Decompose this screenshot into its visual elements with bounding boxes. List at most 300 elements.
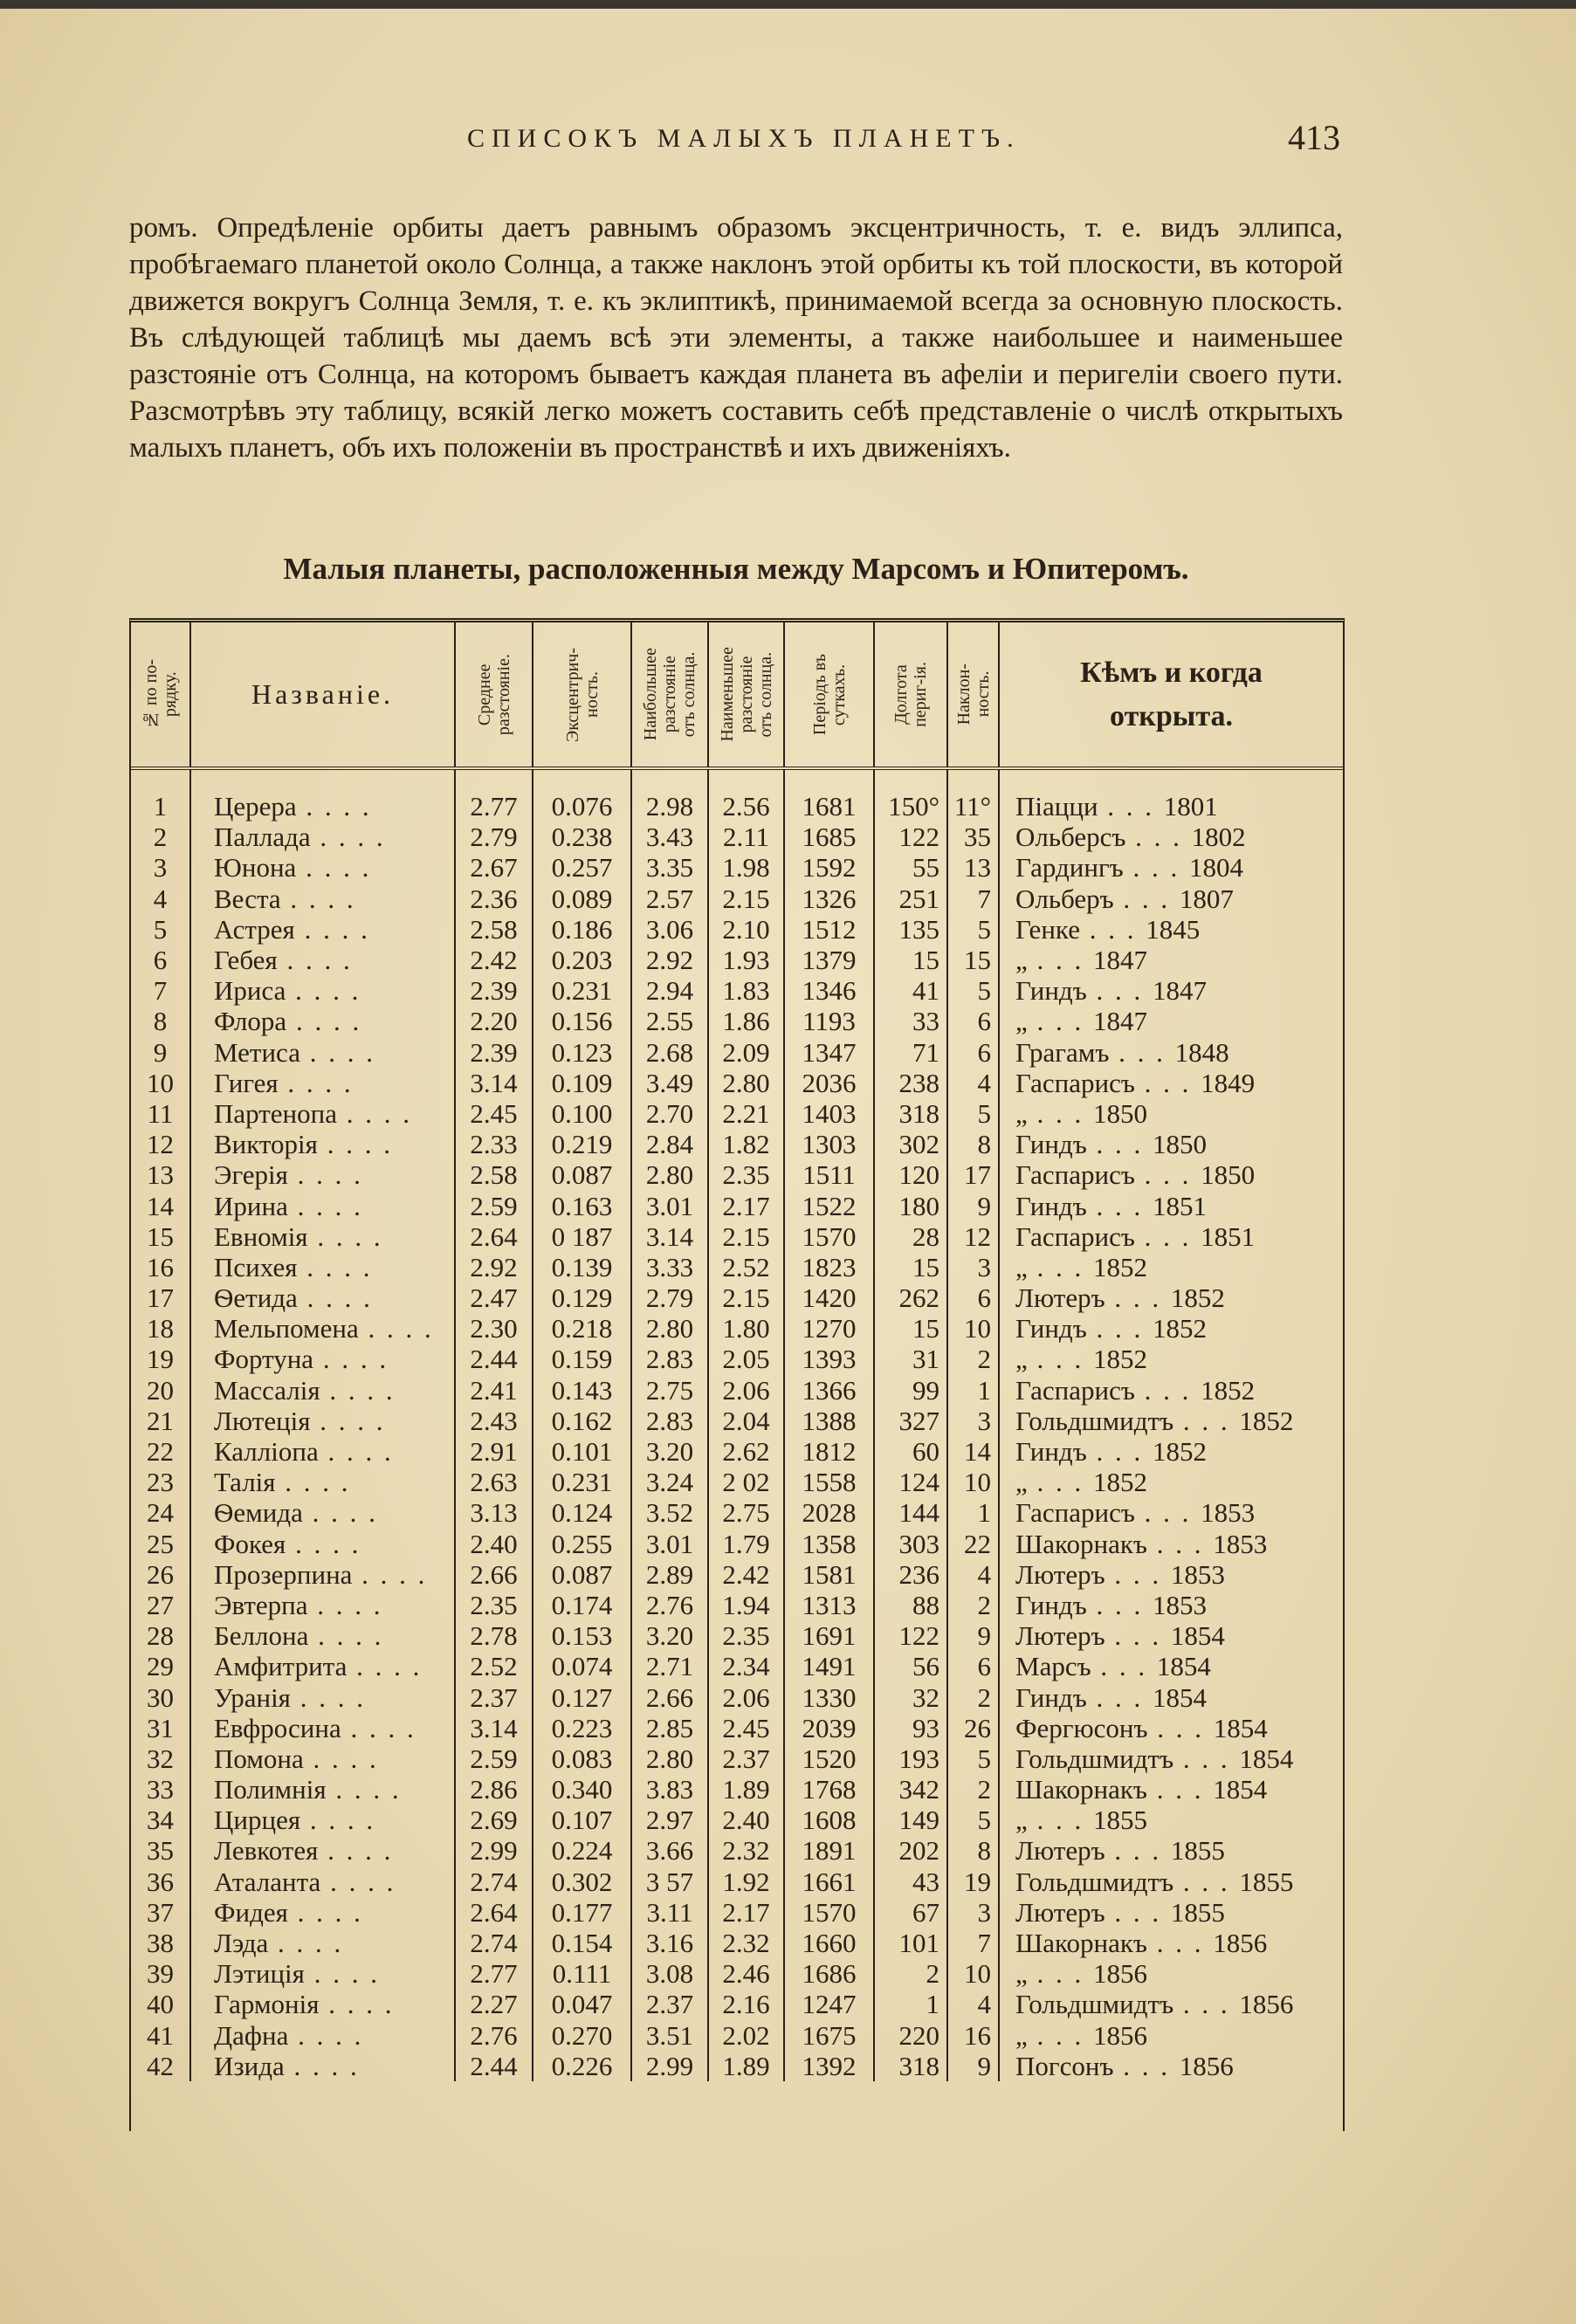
cell-who	[999, 768, 1343, 822]
cell-min: 2.32	[708, 1835, 784, 1866]
cell-max: 3.52	[631, 1497, 708, 1528]
who-head-line1: Кѣмъ и когда	[1080, 656, 1263, 689]
discoverer: Гольдшмидтъ	[1015, 1743, 1174, 1774]
cell-period: 1891	[784, 1835, 874, 1866]
cell-incl: 6	[947, 1006, 999, 1036]
cell-who	[999, 1867, 1343, 1897]
leader-dots: . . .	[1173, 1989, 1240, 2020]
planet-name: Талія	[214, 1467, 276, 1498]
leader-dots: . . . .	[313, 1344, 389, 1375]
cell-ecc: 0.089	[533, 884, 631, 914]
table-title: Малыя планеты, расположенныя между Марсомъ и Юпитеромъ.	[283, 552, 1189, 586]
leader-dots: . . .	[1027, 1006, 1094, 1037]
discoverer: Гиндъ	[1015, 1190, 1087, 1221]
cell-ecc: 0.231	[533, 975, 631, 1006]
cell-name	[190, 1497, 455, 1528]
discovery-year: 1847	[1093, 945, 1148, 976]
cell-n: 34	[131, 1805, 190, 1835]
cell-who	[999, 1252, 1343, 1282]
discovery-year: 1847	[1152, 975, 1207, 1007]
col-head-name: Названіе.	[190, 622, 455, 768]
leader-dots: . . . .	[278, 1067, 354, 1098]
cell-max: 2.80	[631, 1743, 708, 1774]
cell-ecc: 0.162	[533, 1406, 631, 1436]
discoverer: Гаспарисъ	[1015, 1220, 1135, 1252]
planet-name: Помона	[214, 1743, 304, 1774]
cell-ecc: 0.107	[533, 1805, 631, 1835]
leader-dots: . . . .	[286, 1528, 361, 1559]
leader-dots: . . . .	[299, 1036, 375, 1068]
cell-mean: 2.59	[455, 1190, 533, 1220]
cell-max: 2.70	[631, 1098, 708, 1129]
discovery-year: 1855	[1093, 1805, 1148, 1836]
cell-who	[999, 1681, 1343, 1712]
cell-max: 2.83	[631, 1344, 708, 1374]
discoverer: Лютеръ	[1015, 1896, 1105, 1928]
cell-name	[190, 1375, 455, 1406]
discoverer: Шакорнакъ	[1015, 1528, 1147, 1559]
cell-incl: 10	[947, 1467, 999, 1497]
cell-name	[190, 1805, 455, 1835]
cell-name	[190, 975, 455, 1006]
cell-n: 4	[131, 884, 190, 914]
cell-min: 2.42	[708, 1559, 784, 1590]
cell-ecc: 0.224	[533, 1835, 631, 1866]
planet-name: Полимнія	[214, 1774, 327, 1805]
discovery-year: 1853	[1213, 1528, 1268, 1559]
cell-name	[190, 1529, 455, 1559]
cell-long: 262	[874, 1282, 947, 1313]
cell-ecc: 0.163	[533, 1190, 631, 1220]
cell-period: 1768	[784, 1774, 874, 1805]
cell-n: 35	[131, 1835, 190, 1866]
cell-max: 2.89	[631, 1559, 708, 1590]
cell-name	[190, 1590, 455, 1620]
planet-name: Веста	[214, 883, 281, 914]
leader-dots: . . .	[1146, 1928, 1214, 1959]
cell-min: 2.21	[708, 1098, 784, 1129]
cell-name	[190, 1928, 455, 1958]
cell-n: 9	[131, 1037, 190, 1068]
cell-who	[999, 1129, 1343, 1159]
cell-min: 2.56	[708, 768, 784, 822]
cell-period: 1581	[784, 1559, 874, 1590]
cell-name	[190, 1989, 455, 2019]
cell-period: 1511	[784, 1159, 874, 1190]
cell-who	[999, 2020, 1343, 2051]
cell-n: 37	[131, 1897, 190, 1928]
discoverer: Шакорнакъ	[1015, 1928, 1147, 1959]
cell-incl: 9	[947, 2051, 999, 2081]
cell-n: 33	[131, 1774, 190, 1805]
cell-min: 1.89	[708, 1774, 784, 1805]
planet-name: Гебея	[214, 945, 278, 976]
discovery-year: 1850	[1093, 1097, 1148, 1129]
cell-max: 3.35	[631, 852, 708, 883]
cell-who	[999, 1928, 1343, 1958]
cell-max: 3.51	[631, 2020, 708, 2051]
running-title: СПИСОКЪ МАЛЫХЪ ПЛАНЕТЪ.	[467, 124, 1021, 153]
cell-long: 318	[874, 1098, 947, 1129]
cell-mean: 2.37	[455, 1681, 533, 1712]
cell-min: 2.52	[708, 1252, 784, 1282]
discovery-year: 1855	[1170, 1835, 1225, 1867]
cell-min: 1.82	[708, 1129, 784, 1159]
cell-min: 2.46	[708, 1958, 784, 1989]
cell-incl: 8	[947, 1835, 999, 1866]
leader-dots: . . . .	[287, 1159, 363, 1191]
cell-period: 1358	[784, 1529, 874, 1559]
discovery-year: 1851	[1152, 1190, 1207, 1221]
page-edge-band	[0, 0, 1576, 9]
cell-max: 2.57	[631, 884, 708, 914]
cell-n: 13	[131, 1159, 190, 1190]
cell-mean: 2.40	[455, 1529, 533, 1559]
table-row	[131, 1897, 1343, 1928]
cell-incl: 5	[947, 1805, 999, 1835]
cell-name	[190, 1159, 455, 1190]
cell-n: 12	[131, 1129, 190, 1159]
cell-ecc: 0.238	[533, 822, 631, 852]
cell-min: 2.35	[708, 1620, 784, 1651]
discovery-year: 1854	[1213, 1712, 1268, 1743]
cell-n: 6	[131, 945, 190, 975]
cell-n: 7	[131, 975, 190, 1006]
planet-name: Психея	[214, 1251, 298, 1282]
cell-name	[190, 1282, 455, 1313]
cell-incl: 15	[947, 945, 999, 975]
col-head-who	[999, 622, 1343, 768]
cell-who	[999, 2051, 1343, 2081]
leader-dots: . . .	[1098, 791, 1164, 822]
cell-mean: 2.27	[455, 1989, 533, 2019]
planet-name: Викторія	[214, 1129, 318, 1160]
table-row	[131, 1252, 1343, 1282]
discoverer: Фергюсонъ	[1015, 1712, 1148, 1743]
leader-dots: . . . .	[318, 1436, 394, 1468]
cell-incl: 2	[947, 1590, 999, 1620]
page-header	[135, 118, 1340, 164]
discoverer: Гольдшмидтъ	[1015, 1989, 1174, 2020]
cell-period: 1660	[784, 1928, 874, 1958]
cell-mean: 2.20	[455, 1006, 533, 1036]
leader-dots: . . .	[1125, 822, 1192, 853]
leader-dots: . . .	[1134, 1220, 1201, 1252]
cell-ecc: 0.186	[533, 914, 631, 945]
cell-n: 22	[131, 1436, 190, 1467]
table-row	[131, 1190, 1343, 1220]
cell-who	[999, 1897, 1343, 1928]
cell-name	[190, 1774, 455, 1805]
table-body	[131, 768, 1343, 2081]
cell-n: 21	[131, 1406, 190, 1436]
table-row	[131, 1068, 1343, 1098]
leader-dots: . . . .	[320, 1374, 396, 1406]
cell-n: 15	[131, 1221, 190, 1252]
leader-dots: . . . .	[277, 945, 353, 976]
cell-min: 2.15	[708, 1221, 784, 1252]
discoverer: Гардингъ	[1015, 852, 1124, 884]
planet-name: Флора	[214, 1006, 287, 1037]
cell-long: 15	[874, 945, 947, 975]
table-row	[131, 1559, 1343, 1590]
leader-dots: . . .	[1091, 1651, 1157, 1682]
leader-dots: . . . .	[347, 1651, 423, 1682]
leader-dots: . . .	[1173, 1866, 1240, 1897]
cell-mean: 2.86	[455, 1774, 533, 1805]
planet-name: Паллада	[214, 822, 311, 853]
cell-min: 2.34	[708, 1651, 784, 1681]
cell-who	[999, 1098, 1343, 1129]
cell-name	[190, 1467, 455, 1497]
cell-incl: 5	[947, 975, 999, 1006]
cell-mean: 2.66	[455, 1559, 533, 1590]
cell-ecc: 0.219	[533, 1129, 631, 1159]
cell-long: 180	[874, 1190, 947, 1220]
leader-dots: . . .	[1027, 1958, 1094, 1990]
cell-ecc: 0.159	[533, 1344, 631, 1374]
leader-dots: . . . .	[320, 1866, 396, 1897]
cell-incl: 3	[947, 1252, 999, 1282]
cell-incl: 5	[947, 914, 999, 945]
cell-incl: 6	[947, 1651, 999, 1681]
leader-dots: . . .	[1086, 975, 1153, 1007]
table-row	[131, 1774, 1343, 1805]
cell-long: 101	[874, 1928, 947, 1958]
discoverer: Піацци	[1015, 791, 1098, 822]
cell-max: 2.55	[631, 1006, 708, 1036]
discoverer: Лютеръ	[1015, 1620, 1105, 1652]
planet-name: Метиса	[214, 1036, 300, 1068]
discovery-year: 1850	[1201, 1159, 1256, 1191]
cell-ecc: 0.083	[533, 1743, 631, 1774]
cell-n: 23	[131, 1467, 190, 1497]
cell-max: 2.79	[631, 1282, 708, 1313]
discovery-year: 1854	[1170, 1620, 1225, 1652]
cell-mean: 2.64	[455, 1897, 533, 1928]
cell-period: 1661	[784, 1867, 874, 1897]
discovery-year: 1855	[1239, 1866, 1294, 1897]
discovery-year: 1854	[1213, 1774, 1268, 1805]
cell-mean: 2.58	[455, 914, 533, 945]
planet-name: Левкотея	[214, 1835, 319, 1867]
leader-dots: . . . .	[297, 1282, 373, 1314]
table-row	[131, 1098, 1343, 1129]
cell-max: 2.80	[631, 1159, 708, 1190]
cell-period: 1520	[784, 1743, 874, 1774]
planet-name: Эвтерпа	[214, 1589, 308, 1620]
planet-name: Евномія	[214, 1220, 308, 1252]
leader-dots: . . .	[1105, 1282, 1171, 1314]
planet-name: Каллiопа	[214, 1436, 319, 1468]
cell-period: 1512	[784, 914, 874, 945]
cell-name	[190, 1436, 455, 1467]
cell-max: 3.66	[631, 1835, 708, 1866]
discovery-year: 1853	[1152, 1589, 1207, 1620]
table-row	[131, 1743, 1343, 1774]
leader-dots: . . .	[1146, 1774, 1214, 1805]
leader-dots: . . . .	[287, 1190, 363, 1221]
cell-ecc: 0.340	[533, 1774, 631, 1805]
cell-min: 2.05	[708, 1344, 784, 1374]
cell-name	[190, 852, 455, 883]
cell-n: 24	[131, 1497, 190, 1528]
leader-dots: . . . .	[294, 913, 370, 945]
leader-dots: . . . .	[318, 1835, 394, 1867]
cell-incl: 13	[947, 852, 999, 883]
cell-mean: 2.99	[455, 1835, 533, 1866]
cell-n: 31	[131, 1713, 190, 1743]
cell-incl: 6	[947, 1282, 999, 1313]
cell-name	[190, 1835, 455, 1866]
cell-who	[999, 1467, 1343, 1497]
discoverer: Гиндъ	[1015, 975, 1087, 1007]
leader-dots: . . .	[1086, 1190, 1153, 1221]
cell-ecc: 0.302	[533, 1867, 631, 1897]
cell-long: 135	[874, 914, 947, 945]
leader-dots: . . . .	[352, 1558, 428, 1590]
discovery-year: 1852	[1093, 1344, 1148, 1375]
cell-max: 3.83	[631, 1774, 708, 1805]
cell-mean: 2.42	[455, 945, 533, 975]
cell-min: 2.45	[708, 1713, 784, 1743]
leader-dots: . . .	[1113, 2050, 1180, 2081]
cell-who	[999, 852, 1343, 883]
cell-incl: 7	[947, 1928, 999, 1958]
planet-name: Астрея	[214, 913, 295, 945]
cell-max: 3.08	[631, 1958, 708, 1989]
table-row	[131, 2051, 1343, 2081]
col-head-period: Періодъ въ суткахъ.	[784, 622, 874, 768]
cell-max: 2.83	[631, 1406, 708, 1436]
cell-max: 3.14	[631, 1221, 708, 1252]
cell-min: 1.98	[708, 852, 784, 883]
leader-dots: . . .	[1105, 1835, 1171, 1867]
cell-mean: 2.79	[455, 822, 533, 852]
cell-name	[190, 945, 455, 975]
cell-mean: 2.77	[455, 1958, 533, 1989]
discoverer: Генке	[1015, 913, 1080, 945]
discovery-year: 1855	[1170, 1896, 1225, 1928]
leader-dots: . . . .	[268, 1928, 344, 1959]
table-row	[131, 1651, 1343, 1681]
discovery-year: 1852	[1152, 1436, 1207, 1468]
cell-ecc: 0.156	[533, 1006, 631, 1036]
planet-name: Лэда	[214, 1928, 269, 1959]
cell-period: 1812	[784, 1436, 874, 1467]
table-row	[131, 1159, 1343, 1190]
cell-mean: 3.14	[455, 1068, 533, 1098]
cell-max: 3.33	[631, 1252, 708, 1282]
cell-incl: 26	[947, 1713, 999, 1743]
cell-n: 18	[131, 1313, 190, 1344]
cell-n: 5	[131, 914, 190, 945]
cell-period: 1691	[784, 1620, 874, 1651]
discovery-year: 1856	[1093, 2019, 1148, 2051]
cell-who	[999, 822, 1343, 852]
cell-mean: 2.39	[455, 1037, 533, 1068]
cell-n: 14	[131, 1190, 190, 1220]
discoverer: „	[1015, 1006, 1028, 1037]
leader-dots: . . . .	[284, 2050, 360, 2081]
leader-dots: . . .	[1173, 1743, 1240, 1774]
leader-dots: . . .	[1173, 1405, 1240, 1436]
cell-ecc: 0.174	[533, 1590, 631, 1620]
cell-max: 2.66	[631, 1681, 708, 1712]
leader-dots: . . . .	[286, 1006, 362, 1037]
cell-n: 41	[131, 2020, 190, 2051]
col-head-mean: Среднее разстояніе.	[455, 622, 533, 768]
discovery-year: 1851	[1201, 1220, 1256, 1252]
cell-mean: 2.45	[455, 1098, 533, 1129]
discovery-year: 1849	[1201, 1067, 1256, 1098]
discovery-year: 1853	[1170, 1558, 1225, 1590]
cell-period: 1326	[784, 884, 874, 914]
planet-name: Изида	[214, 2050, 285, 2081]
cell-name	[190, 1313, 455, 1344]
discoverer: Лютеръ	[1015, 1835, 1105, 1867]
cell-n: 11	[131, 1098, 190, 1129]
table-row	[131, 1805, 1343, 1835]
leader-dots: . . .	[1027, 945, 1094, 976]
discovery-year: 1852	[1239, 1405, 1294, 1436]
planet-name: Лютеція	[214, 1405, 311, 1436]
cell-min: 2.04	[708, 1406, 784, 1436]
cell-max: 3.20	[631, 1436, 708, 1467]
leader-dots: . . .	[1109, 1036, 1175, 1068]
leader-dots: . . . .	[336, 1097, 412, 1129]
cell-min: 2.06	[708, 1681, 784, 1712]
cell-who	[999, 1344, 1343, 1374]
cell-name	[190, 1252, 455, 1282]
cell-name	[190, 1098, 455, 1129]
cell-incl: 7	[947, 884, 999, 914]
cell-ecc: 0.087	[533, 1159, 631, 1190]
cell-name	[190, 822, 455, 852]
discovery-year: 1856	[1239, 1989, 1294, 2020]
discoverer: Погсонъ	[1015, 2050, 1114, 2081]
cell-ecc: 0.154	[533, 1928, 631, 1958]
leader-dots: . . .	[1123, 852, 1189, 884]
leader-dots: . . .	[1086, 1681, 1153, 1713]
cell-period: 1388	[784, 1406, 874, 1436]
leader-dots: . . . .	[307, 1220, 383, 1252]
cell-name	[190, 1406, 455, 1436]
cell-min: 2.40	[708, 1805, 784, 1835]
discoverer: „	[1015, 1344, 1028, 1375]
cell-incl: 1	[947, 1375, 999, 1406]
cell-ecc: 0.203	[533, 945, 631, 975]
cell-mean: 2.76	[455, 2020, 533, 2051]
cell-min: 2.17	[708, 1897, 784, 1928]
leader-dots: . . .	[1027, 1251, 1094, 1282]
discoverer: Гаспарисъ	[1015, 1067, 1135, 1098]
leader-dots: . . . .	[286, 975, 361, 1007]
cell-incl: 9	[947, 1190, 999, 1220]
discoverer: „	[1015, 1251, 1028, 1282]
cell-mean: 3.13	[455, 1497, 533, 1528]
cell-mean: 2.63	[455, 1467, 533, 1497]
cell-max: 3.06	[631, 914, 708, 945]
cell-who	[999, 1282, 1343, 1313]
cell-period: 1675	[784, 2020, 874, 2051]
cell-mean: 2.44	[455, 1344, 533, 1374]
cell-who	[999, 1958, 1343, 1989]
cell-ecc: 0.231	[533, 1467, 631, 1497]
cell-n: 19	[131, 1344, 190, 1374]
leader-dots: . . . .	[280, 883, 356, 914]
cell-period: 1347	[784, 1037, 874, 1068]
